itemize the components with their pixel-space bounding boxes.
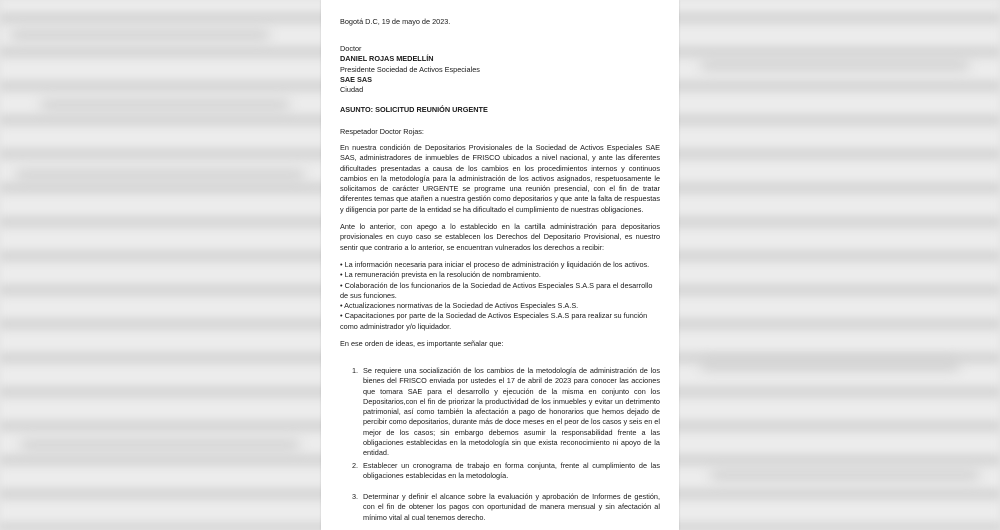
item-number: 1.	[352, 366, 359, 375]
item-text: Se requiere una socialización de los cambios de la metodología de administración de los bienes del FRISCO enviada por ustedes el 17 de abril de 2023 para conocer las acciones que tomara SAE para el desarrollo y ejecución de la misma en conjunto con los Depositarios,con el fin de priorizar la productividad de los inmuebles y evitar un detrimento patrimonial, así como también la afectación a pago de honorarios que hemos dejado de percibir como depositarios, durante más de doce meses en el peor de los casos y seis en el mejor de los casos; sin embargo debemos asumir la responsabilidad frente a las obligaciones establecidas en la metodología sin que exista reconocimiento ni apoyo de la entidad.	[363, 366, 660, 458]
item-number: 2.	[352, 461, 359, 470]
recipient-city: Ciudad	[340, 85, 364, 95]
blurred-text-band	[700, 60, 970, 70]
blurred-text-band	[20, 440, 300, 450]
bullet-item: • Capacitaciones por parte de la Sociedad de Activos Especiales S.A.S para realizar su función como administrador y/o liquidador.	[340, 311, 648, 331]
bullet-item: • Actualizaciones normativas de la Sociedad de Activos Especiales S.A.S.	[340, 301, 579, 311]
recipient-title: Doctor	[340, 44, 362, 53]
blurred-text-band	[40, 100, 290, 110]
blurred-text-band	[710, 470, 980, 480]
letter-date: Bogotá D.C, 19 de mayo de 2023.	[340, 17, 451, 26]
bullet-item: • La información necesaria para iniciar el proceso de administración y liquidación de los activos.	[340, 260, 650, 269]
letter-subject: ASUNTO: SOLICITUD REUNIÓN URGENTE	[340, 105, 488, 114]
letter-salutation: Respetador Doctor Rojas:	[340, 127, 424, 136]
item-number: 3.	[352, 492, 359, 501]
paragraph-transition: En ese orden de ideas, es importante señalar que:	[340, 339, 504, 348]
recipient-position: Presidente Sociedad de Activos Especiales	[340, 64, 480, 74]
numbered-item-1	[340, 366, 660, 459]
blurred-text-band	[10, 30, 270, 40]
blurred-text-band	[700, 360, 960, 370]
bullet-item: • Colaboración de los funcionarios de la Sociedad de Activos Especiales S.A.S para el desarrollo de sus funciones.	[340, 280, 653, 300]
blurred-text-band	[15, 170, 305, 180]
item-text: Determinar y definir el alcance sobre la evaluación y aprobación de Informes de gestión, con el fin de obtener los pagos con oportunidad de manera mensual y sin afectación al mínimo vital al cual tenemos derecho.	[363, 492, 660, 522]
numbered-item-3	[340, 492, 660, 523]
recipient-block	[340, 44, 660, 95]
paragraph-intro: En nuestra condición de Depositarios Provisionales de la Sociedad de Activos Especiales SAE SAS, administradores de inmuebles de FRISCO ubicados a nivel nacional, y ante las diferentes dificultades presentadas a causa de los cambios en los procedimientos internos y continuos cambios en la metodología para la administración de los activos asignados, respetuosamente le solicitamos de carácter URGENTE se programe una reunión presencial, con el fin de tratar diferentes temas que atañen a nuestra gestión como depositarios y que ante la falta de respuestas y diligencia por parte de la entidad se ha dificultado el cumplimiento de nuestras obligaciones.	[340, 143, 660, 214]
numbered-item-2	[340, 461, 660, 482]
bullet-item: • La remuneración prevista en la resolución de nombramiento.	[340, 270, 541, 280]
paragraph-rights: Ante lo anterior, con apego a lo establecido en la cartilla administración para depositarios provisionales en cuyo caso se establecen los Derechos del Depositario Provisional, es nuestro sentir que contrario a lo anterior, se encuentran vulnerados los derechos a recibir:	[340, 222, 660, 252]
document-page	[321, 0, 679, 530]
item-text: Establecer un cronograma de trabajo en forma conjunta, frente al cumplimiento de las obligaciones establecidas en la metodología.	[363, 461, 660, 481]
recipient-name: DANIEL ROJAS MEDELLÍN	[340, 54, 434, 64]
recipient-company: SAE SAS	[340, 74, 373, 84]
rights-bullet-list	[340, 260, 660, 332]
